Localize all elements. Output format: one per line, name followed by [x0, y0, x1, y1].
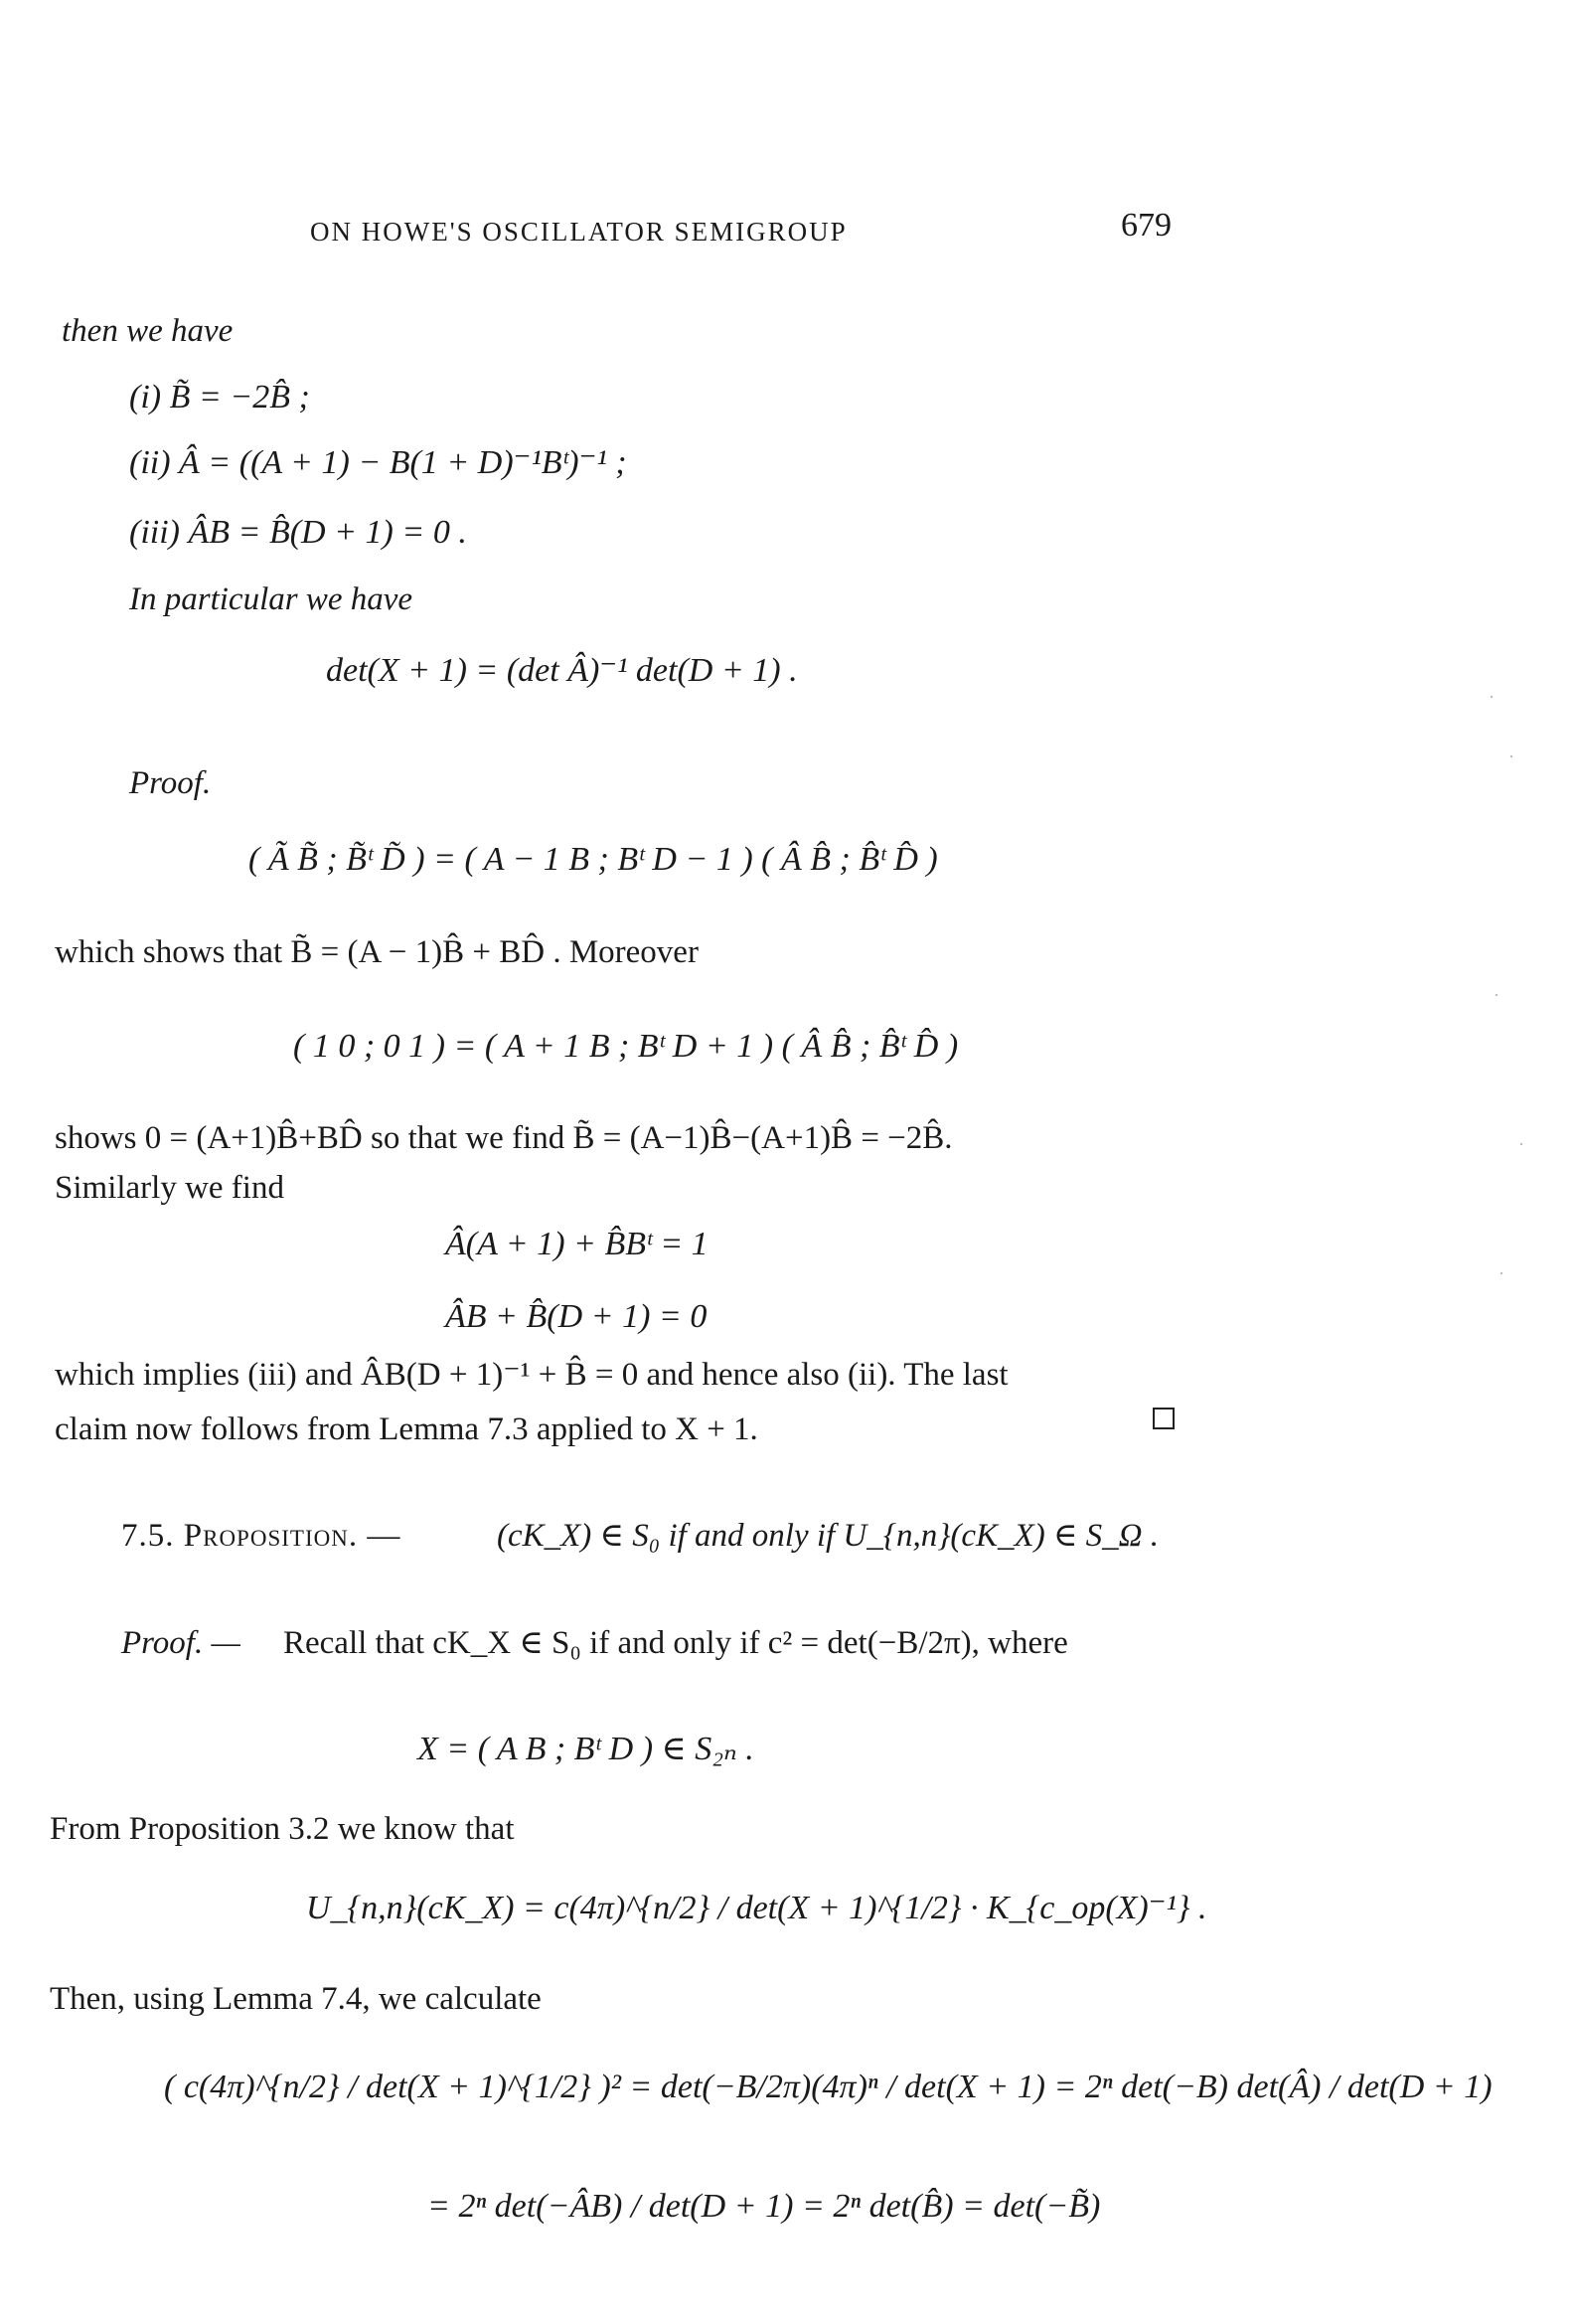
proposition-statement: (cK_X) ∈ S₀ if and only if U_{n,n}(cK_X) ∈ S_Ω .: [497, 1518, 1159, 1554]
text-in-particular: In particular we have: [129, 581, 413, 617]
text-recall: Recall that cK_X ∈ S₀ if and only if c² = det(−B/2π), where: [283, 1625, 1068, 1661]
text-which-shows: which shows that B̃ = (A − 1)B̂ + BD̂ . Moreover: [55, 934, 699, 970]
text-similarly: Similarly we find: [55, 1170, 284, 1206]
equation-matrix-2: ( 1 0 ; 0 1 ) = ( A + 1 B ; Bᵗ D + 1 ) ( Â B̂ ; B̂ᵗ D̂ ): [293, 1028, 959, 1065]
qed-box-icon: [1153, 1408, 1175, 1429]
scan-speck: [1500, 1272, 1502, 1274]
text-shows-zero: shows 0 = (A+1)B̂+BD̂ so that we find B̃ = (A−1)B̂−(A+1)B̂ = −2B̂.: [55, 1120, 953, 1156]
equation-det-formula: det(X + 1) = (det Â)⁻¹ det(D + 1) .: [326, 652, 798, 689]
proof-label-2: Proof. —: [121, 1625, 240, 1661]
equation-x-definition: X = ( A B ; Bᵗ D ) ∈ S₂ₙ .: [417, 1731, 754, 1767]
text-then-using: Then, using Lemma 7.4, we calculate: [50, 1981, 542, 2017]
scan-speck: [1491, 696, 1493, 698]
lemma-item-iii: (iii) ÂB = B̂(D + 1) = 0 .: [129, 514, 467, 551]
scan-speck: [1520, 1143, 1522, 1145]
equation-calculation-2: = 2ⁿ det(−ÂB) / det(D + 1) = 2ⁿ det(B̂) = det(−B̃): [427, 2188, 1101, 2225]
scan-speck: [1496, 994, 1498, 996]
text-then-we-have: then we have: [62, 313, 234, 349]
text-implies-line-1: which implies (iii) and ÂB(D + 1)⁻¹ + B̂ = 0 and hence also (ii). The last: [55, 1357, 1009, 1393]
equation-similar-1: Â(A + 1) + B̂Bᵗ = 1: [445, 1226, 709, 1262]
equation-similar-2: ÂB + B̂(D + 1) = 0: [445, 1298, 708, 1335]
equation-u-formula: U_{n,n}(cK_X) = c(4π)^{n/2} / det(X + 1)^{1/2} · K_{c_op(X)⁻¹} .: [306, 1890, 1207, 1926]
running-title: ON HOWE'S OSCILLATOR SEMIGROUP: [310, 217, 848, 247]
lemma-item-i: (i) B̃ = −2B̂ ;: [129, 379, 310, 415]
proposition-label: 7.5. Proposition. —: [121, 1518, 401, 1554]
text-from-proposition: From Proposition 3.2 we know that: [50, 1811, 515, 1847]
page-number: 679: [1121, 207, 1172, 244]
proof-label: Proof.: [129, 765, 212, 801]
equation-matrix-1: ( Ã B̃ ; B̃ᵗ D̃ ) = ( A − 1 B ; Bᵗ D − 1 ) ( Â B̂ ; B̂ᵗ D̂ ): [248, 841, 938, 878]
scan-speck: [1510, 755, 1512, 757]
equation-calculation-1: ( c(4π)^{n/2} / det(X + 1)^{1/2} )² = det(−B/2π)(4π)ⁿ / det(X + 1) = 2ⁿ det(−B) det(Â) / det(D + 1): [164, 2069, 1493, 2105]
lemma-item-ii: (ii) Â = ((A + 1) − B(1 + D)⁻¹Bᵗ)⁻¹ ;: [129, 444, 627, 481]
text-implies-line-2: claim now follows from Lemma 7.3 applied to X + 1.: [55, 1411, 758, 1447]
